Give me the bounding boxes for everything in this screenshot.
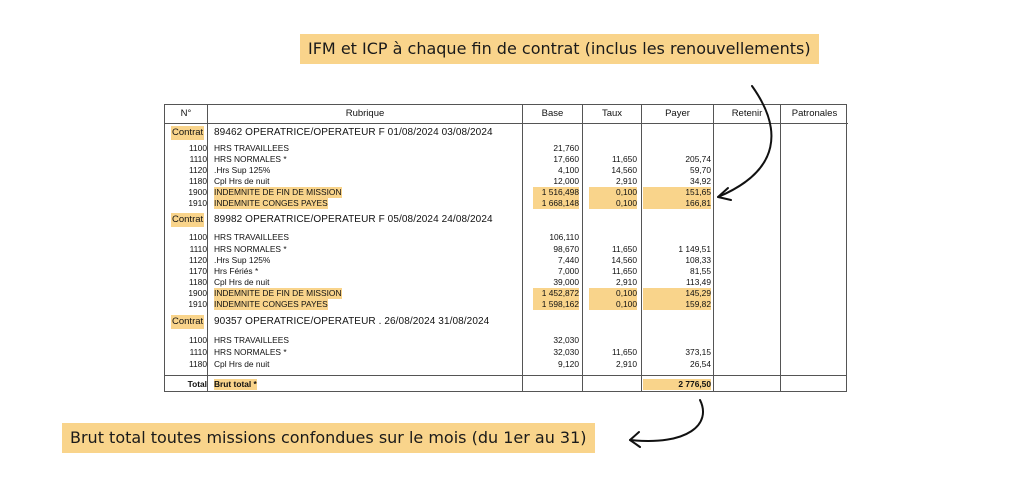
- row-base: 1 516,498: [533, 187, 579, 198]
- row-payer: 113,49: [686, 277, 711, 287]
- row-base: 32,030: [553, 347, 579, 357]
- row-code: 1120: [188, 255, 207, 265]
- row-code: 1110: [189, 154, 207, 164]
- contract-tag: Contrat: [172, 127, 204, 138]
- row-label: HRS NORMALES *: [214, 154, 287, 164]
- row-code: 1100: [188, 232, 207, 242]
- header-patronales: Patronales: [781, 105, 848, 124]
- row-label: HRS TRAVAILLEES: [214, 232, 289, 242]
- row-taux: 11,650: [612, 266, 637, 276]
- row-base: 98,670: [553, 244, 579, 254]
- row-code: 1900: [188, 288, 207, 298]
- row-taux: 0,100: [589, 187, 637, 198]
- row-taux: 0,100: [589, 288, 637, 299]
- row-label: Hrs Fériés *: [214, 266, 259, 276]
- curved-arrow-icon: [718, 86, 771, 197]
- row-taux: 2,910: [616, 359, 637, 369]
- row-payer: 205,74: [685, 154, 711, 164]
- row-code: 1180: [188, 176, 207, 186]
- row-payer: 59,70: [690, 165, 711, 175]
- row-label: HRS TRAVAILLEES: [214, 335, 289, 345]
- row-code: 1900: [188, 187, 207, 197]
- row-code: 1110: [189, 244, 207, 254]
- header-payer: Payer: [642, 105, 713, 124]
- header-base: Base: [523, 105, 582, 124]
- row-label: .Hrs Sup 125%: [214, 255, 271, 265]
- row-taux: 0,100: [589, 299, 637, 310]
- row-code: 1100: [188, 335, 207, 345]
- row-base: 21,760: [553, 143, 579, 153]
- row-base: 1 598,162: [533, 299, 579, 310]
- row-payer: 81,55: [690, 266, 711, 276]
- row-taux: 2,910: [616, 277, 637, 287]
- row-payer: 108,33: [685, 255, 711, 265]
- row-payer: 151,65: [643, 187, 711, 198]
- row-base: 106,110: [549, 232, 579, 242]
- row-base: 1 668,148: [533, 198, 579, 209]
- row-code: 1170: [188, 266, 207, 276]
- contract-title: 89982 OPERATRICE/OPERATEUR F 05/08/2024 24/08/2024: [214, 214, 493, 225]
- row-base: 7,000: [558, 266, 579, 276]
- total-code: Total: [187, 379, 207, 389]
- row-label: Cpl Hrs de nuit: [214, 277, 270, 287]
- row-taux: 14,560: [611, 255, 637, 265]
- row-code: 1910: [188, 299, 207, 309]
- contract-tag: Contrat: [172, 316, 204, 327]
- row-base: 32,030: [553, 335, 579, 345]
- header-retenir: Retenir: [714, 105, 780, 124]
- row-taux: 0,100: [589, 198, 637, 209]
- row-payer: 373,15: [685, 347, 711, 357]
- row-payer: 1 149,51: [678, 244, 711, 254]
- row-payer: 26,54: [690, 359, 711, 369]
- row-taux: 11,650: [612, 244, 637, 254]
- row-label: Cpl Hrs de nuit: [214, 359, 270, 369]
- row-taux: 14,560: [611, 165, 637, 175]
- row-label: INDEMNITE CONGES PAYES: [214, 198, 328, 208]
- contract-title: 89462 OPERATRICE/OPERATEUR F 01/08/2024 03/08/2024: [214, 127, 493, 138]
- total-payer: 2 776,50: [643, 379, 711, 390]
- row-payer: 166,81: [643, 198, 711, 209]
- curved-arrow-icon: [630, 400, 703, 441]
- row-label: HRS TRAVAILLEES: [214, 143, 289, 153]
- row-base: 4,100: [558, 165, 579, 175]
- contract-title: 90357 OPERATRICE/OPERATEUR . 26/08/2024 31/08/2024: [214, 316, 490, 327]
- header-rubrique: Rubrique: [208, 105, 522, 124]
- row-base: 12,000: [553, 176, 579, 186]
- row-label: HRS NORMALES *: [214, 347, 287, 357]
- header-taux: Taux: [583, 105, 641, 124]
- row-code: 1180: [188, 359, 207, 369]
- row-code: 1180: [188, 277, 207, 287]
- row-label: INDEMNITE DE FIN DE MISSION: [214, 288, 342, 298]
- row-code: 1910: [188, 198, 207, 208]
- row-base: 7,440: [558, 255, 579, 265]
- row-code: 1100: [188, 143, 207, 153]
- row-code: 1110: [189, 347, 207, 357]
- row-base: 1 452,872: [533, 288, 579, 299]
- row-base: 9,120: [558, 359, 579, 369]
- row-taux: 11,650: [612, 154, 637, 164]
- callout-ifm-icp: IFM et ICP à chaque fin de contrat (inclus les renouvellements): [300, 34, 819, 64]
- row-code: 1120: [188, 165, 207, 175]
- row-base: 39,000: [553, 277, 579, 287]
- row-label: HRS NORMALES *: [214, 244, 287, 254]
- callout-brut-total: Brut total toutes missions confondues sur le mois (du 1er au 31): [62, 423, 595, 453]
- row-taux: 11,650: [612, 347, 637, 357]
- row-label: INDEMNITE CONGES PAYES: [214, 299, 328, 309]
- row-payer: 34,92: [690, 176, 711, 186]
- contract-tag: Contrat: [172, 214, 204, 225]
- row-payer: 145,29: [643, 288, 711, 299]
- row-payer: 159,82: [643, 299, 711, 310]
- row-label: .Hrs Sup 125%: [214, 165, 271, 175]
- row-label: Cpl Hrs de nuit: [214, 176, 270, 186]
- row-label: INDEMNITE DE FIN DE MISSION: [214, 187, 342, 197]
- total-label: Brut total *: [214, 379, 257, 389]
- row-base: 17,660: [553, 154, 579, 164]
- row-taux: 2,910: [616, 176, 637, 186]
- header-no: N°: [165, 105, 207, 124]
